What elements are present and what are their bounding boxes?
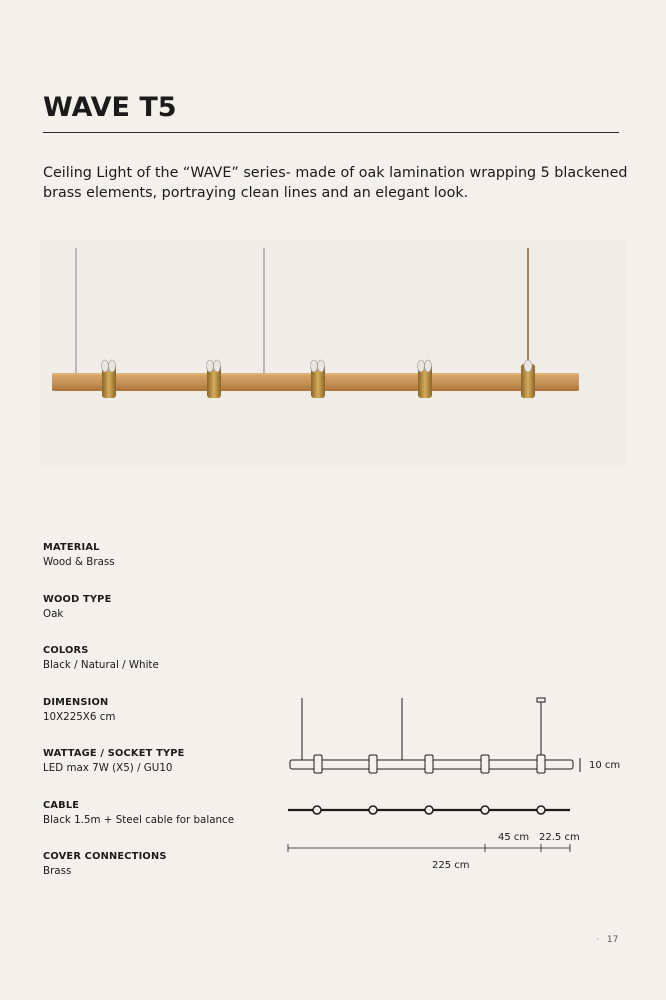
spec-cover-connections bbox=[43, 851, 283, 902]
spec-colors bbox=[43, 645, 283, 696]
spec-label: WATTAGE / SOCKET TYPE bbox=[43, 748, 185, 759]
specifications-list bbox=[43, 541, 283, 902]
spec-value: LED max 7W (X5) / GU10 bbox=[43, 762, 173, 774]
drawing-fixture bbox=[537, 755, 545, 773]
spec-label: COLORS bbox=[43, 645, 89, 656]
pendant-light-illustration bbox=[40, 240, 625, 465]
dimension-diagram bbox=[280, 690, 630, 880]
spec-value: Black / Natural / White bbox=[43, 659, 159, 671]
brass-fixture bbox=[418, 360, 433, 398]
brass-fixture bbox=[311, 360, 326, 398]
ceiling-canopy bbox=[537, 698, 545, 702]
spec-label: DIMENSION bbox=[43, 696, 109, 708]
length-dimension: 225 cm bbox=[432, 860, 470, 871]
product-description: Ceiling Light of the “WAVE” series- made of oak lamination wrapping 5 blackened brass elements, portraying clean lines and an elegant look. bbox=[43, 165, 628, 201]
drawing-fixture-top bbox=[481, 806, 489, 814]
spec-value: Wood & Brass bbox=[43, 556, 115, 568]
spec-label: WOOD TYPE bbox=[43, 593, 112, 605]
technical-drawing bbox=[280, 690, 630, 880]
spec-material bbox=[43, 542, 283, 593]
page-footer bbox=[596, 935, 618, 945]
brass-fixture bbox=[521, 360, 535, 398]
page-separator: · bbox=[596, 935, 599, 945]
drawing-fixture bbox=[481, 755, 489, 773]
spec-value: Oak bbox=[43, 607, 64, 620]
height-dimension: 10 cm bbox=[589, 760, 621, 771]
page-number: 17 bbox=[606, 935, 619, 945]
title-divider bbox=[43, 132, 619, 133]
drawing-fixture-top bbox=[537, 806, 545, 814]
spec-wood-type bbox=[43, 594, 283, 645]
spec-cable bbox=[43, 800, 283, 851]
product-photo bbox=[40, 240, 625, 465]
drawing-fixture bbox=[425, 755, 433, 773]
product-title: WAVE T5 bbox=[43, 92, 177, 123]
drawing-fixture bbox=[314, 755, 322, 773]
spec-wattage bbox=[43, 748, 283, 799]
spacing-dimension: 45 cm bbox=[498, 832, 530, 843]
spec-value: Black 1.5m + Steel cable for balance bbox=[43, 813, 235, 826]
spec-label: CABLE bbox=[43, 799, 80, 811]
drawing-fixture-top bbox=[425, 806, 433, 814]
drawing-fixture-top bbox=[313, 806, 321, 814]
drawing-fixture-top bbox=[369, 806, 377, 814]
spec-label: COVER CONNECTIONS bbox=[43, 851, 167, 862]
brass-fixture bbox=[102, 360, 117, 398]
brass-fixture bbox=[207, 360, 222, 398]
spec-value: 10X225X6 cm bbox=[43, 710, 116, 723]
spec-dimension bbox=[43, 697, 283, 748]
spec-value: Brass bbox=[43, 865, 72, 877]
end-dimension: 22.5 cm bbox=[539, 832, 580, 843]
drawing-fixture bbox=[369, 755, 377, 773]
spec-label: MATERIAL bbox=[43, 542, 100, 553]
